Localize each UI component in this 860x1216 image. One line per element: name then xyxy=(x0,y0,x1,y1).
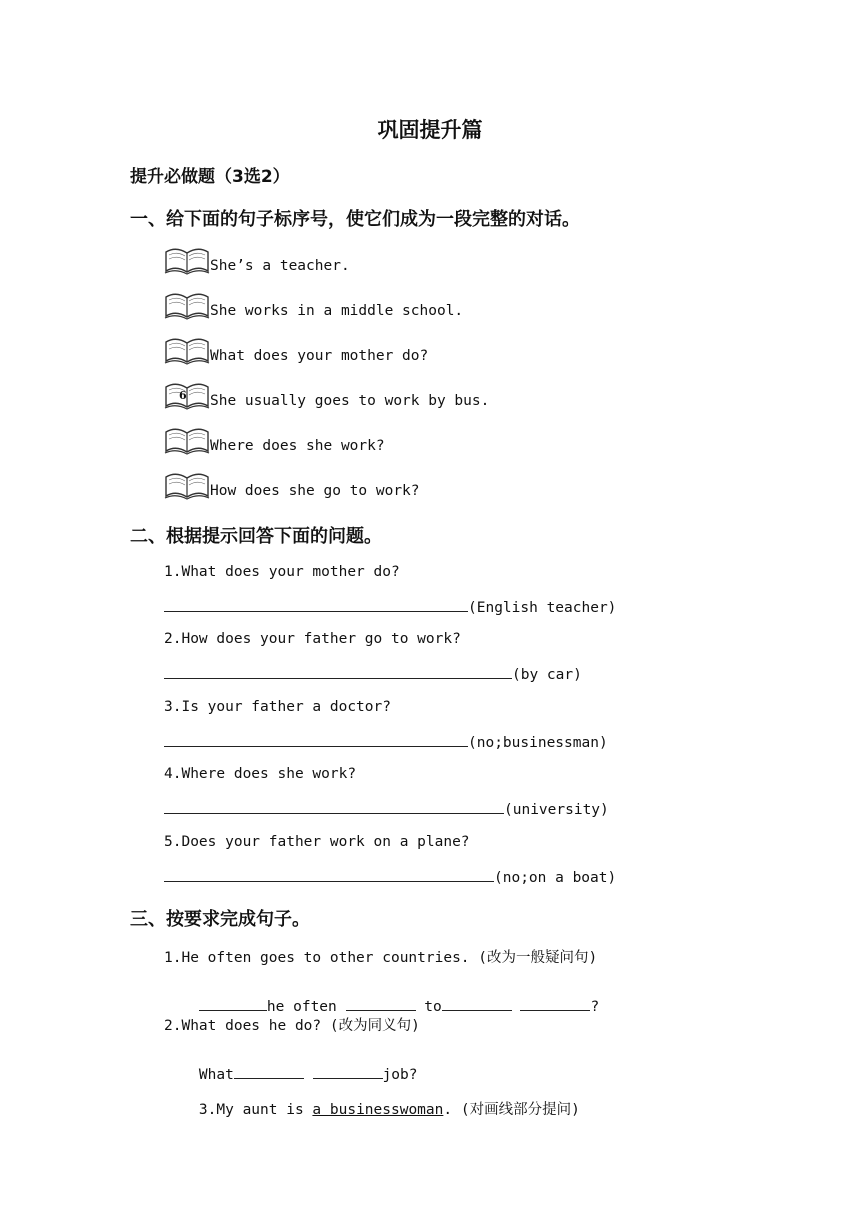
dialogue-item xyxy=(164,289,463,321)
answer-blank[interactable] xyxy=(164,799,504,814)
section3-heading: 三、按要求完成句子。 xyxy=(130,909,310,930)
dialogue-sentence: She usually goes to work by bus. xyxy=(210,393,490,409)
answer-blank[interactable] xyxy=(520,996,590,1011)
answer-text: job? xyxy=(382,1067,418,1083)
answer-line xyxy=(164,732,608,751)
dialogue-item xyxy=(164,424,385,456)
question-text: 3.My aunt is xyxy=(198,1102,313,1118)
s3-question-3 xyxy=(164,1082,580,1135)
answer-text: ? xyxy=(590,999,600,1015)
answer-hint: (English teacher) xyxy=(468,600,617,616)
dialogue-sentence: Where does she work? xyxy=(210,438,385,454)
book-icon[interactable] xyxy=(164,336,210,366)
page-title: 巩固提升篇 xyxy=(377,118,483,142)
book-icon[interactable] xyxy=(164,246,210,276)
answer-line xyxy=(164,799,609,818)
answer-text: to xyxy=(424,999,442,1015)
answer-hint: (no;businessman) xyxy=(468,735,608,751)
s3-question-2: 2.What does he do? (改为同义句) xyxy=(164,1018,420,1034)
answer-line xyxy=(164,597,616,616)
dialogue-item xyxy=(164,469,420,501)
question-text: 4.Where does she work? xyxy=(164,766,357,782)
answer-text: What xyxy=(198,1067,234,1083)
answer-line xyxy=(164,664,582,683)
question-text: 1.What does your mother do? xyxy=(164,564,400,580)
question-text: 5.Does your father work on a plane? xyxy=(164,834,470,850)
answer-blank[interactable] xyxy=(234,1064,304,1079)
dialogue-item xyxy=(164,379,489,411)
question-text: 3.Is your father a doctor? xyxy=(164,699,391,715)
answer-hint: (no;on a boat) xyxy=(494,870,617,886)
answer-hint: (by car) xyxy=(512,667,582,683)
answer-blank[interactable] xyxy=(199,996,267,1011)
answer-blank[interactable] xyxy=(164,664,512,679)
book-icon[interactable] xyxy=(164,426,210,456)
book-icon[interactable] xyxy=(164,291,210,321)
dialogue-item xyxy=(164,244,350,276)
dialogue-sentence: She works in a middle school. xyxy=(210,303,464,319)
answer-hint: (university) xyxy=(504,802,609,818)
answer-blank[interactable] xyxy=(164,867,494,882)
s3-question-1: 1.He often goes to other countries. (改为一般疑问句) xyxy=(164,950,598,966)
order-number: 6 xyxy=(179,389,187,402)
book-icon[interactable] xyxy=(164,381,210,411)
answer-blank[interactable] xyxy=(442,996,512,1011)
section1-heading: 一、给下面的句子标序号，使它们成为一段完整的对话。 xyxy=(130,209,580,230)
dialogue-sentence: How does she go to work? xyxy=(210,483,420,499)
dialogue-sentence: What does your mother do? xyxy=(210,348,429,364)
book-icon[interactable] xyxy=(164,471,210,501)
dialogue-item xyxy=(164,334,428,366)
answer-blank[interactable] xyxy=(346,996,416,1011)
answer-blank[interactable] xyxy=(164,597,468,612)
question-text: . (对画线部分提问) xyxy=(443,1102,580,1118)
subtitle: 提升必做题（3选2） xyxy=(130,167,290,187)
answer-line xyxy=(164,867,616,886)
underlined-text: a businesswoman xyxy=(312,1102,444,1118)
answer-blank[interactable] xyxy=(313,1064,383,1079)
dialogue-sentence: She’s a teacher. xyxy=(210,258,350,274)
section2-heading: 二、根据提示回答下面的问题。 xyxy=(130,526,382,547)
question-text: 2.How does your father go to work? xyxy=(164,631,461,647)
answer-blank[interactable] xyxy=(164,732,468,747)
answer-text: he often xyxy=(266,999,337,1015)
